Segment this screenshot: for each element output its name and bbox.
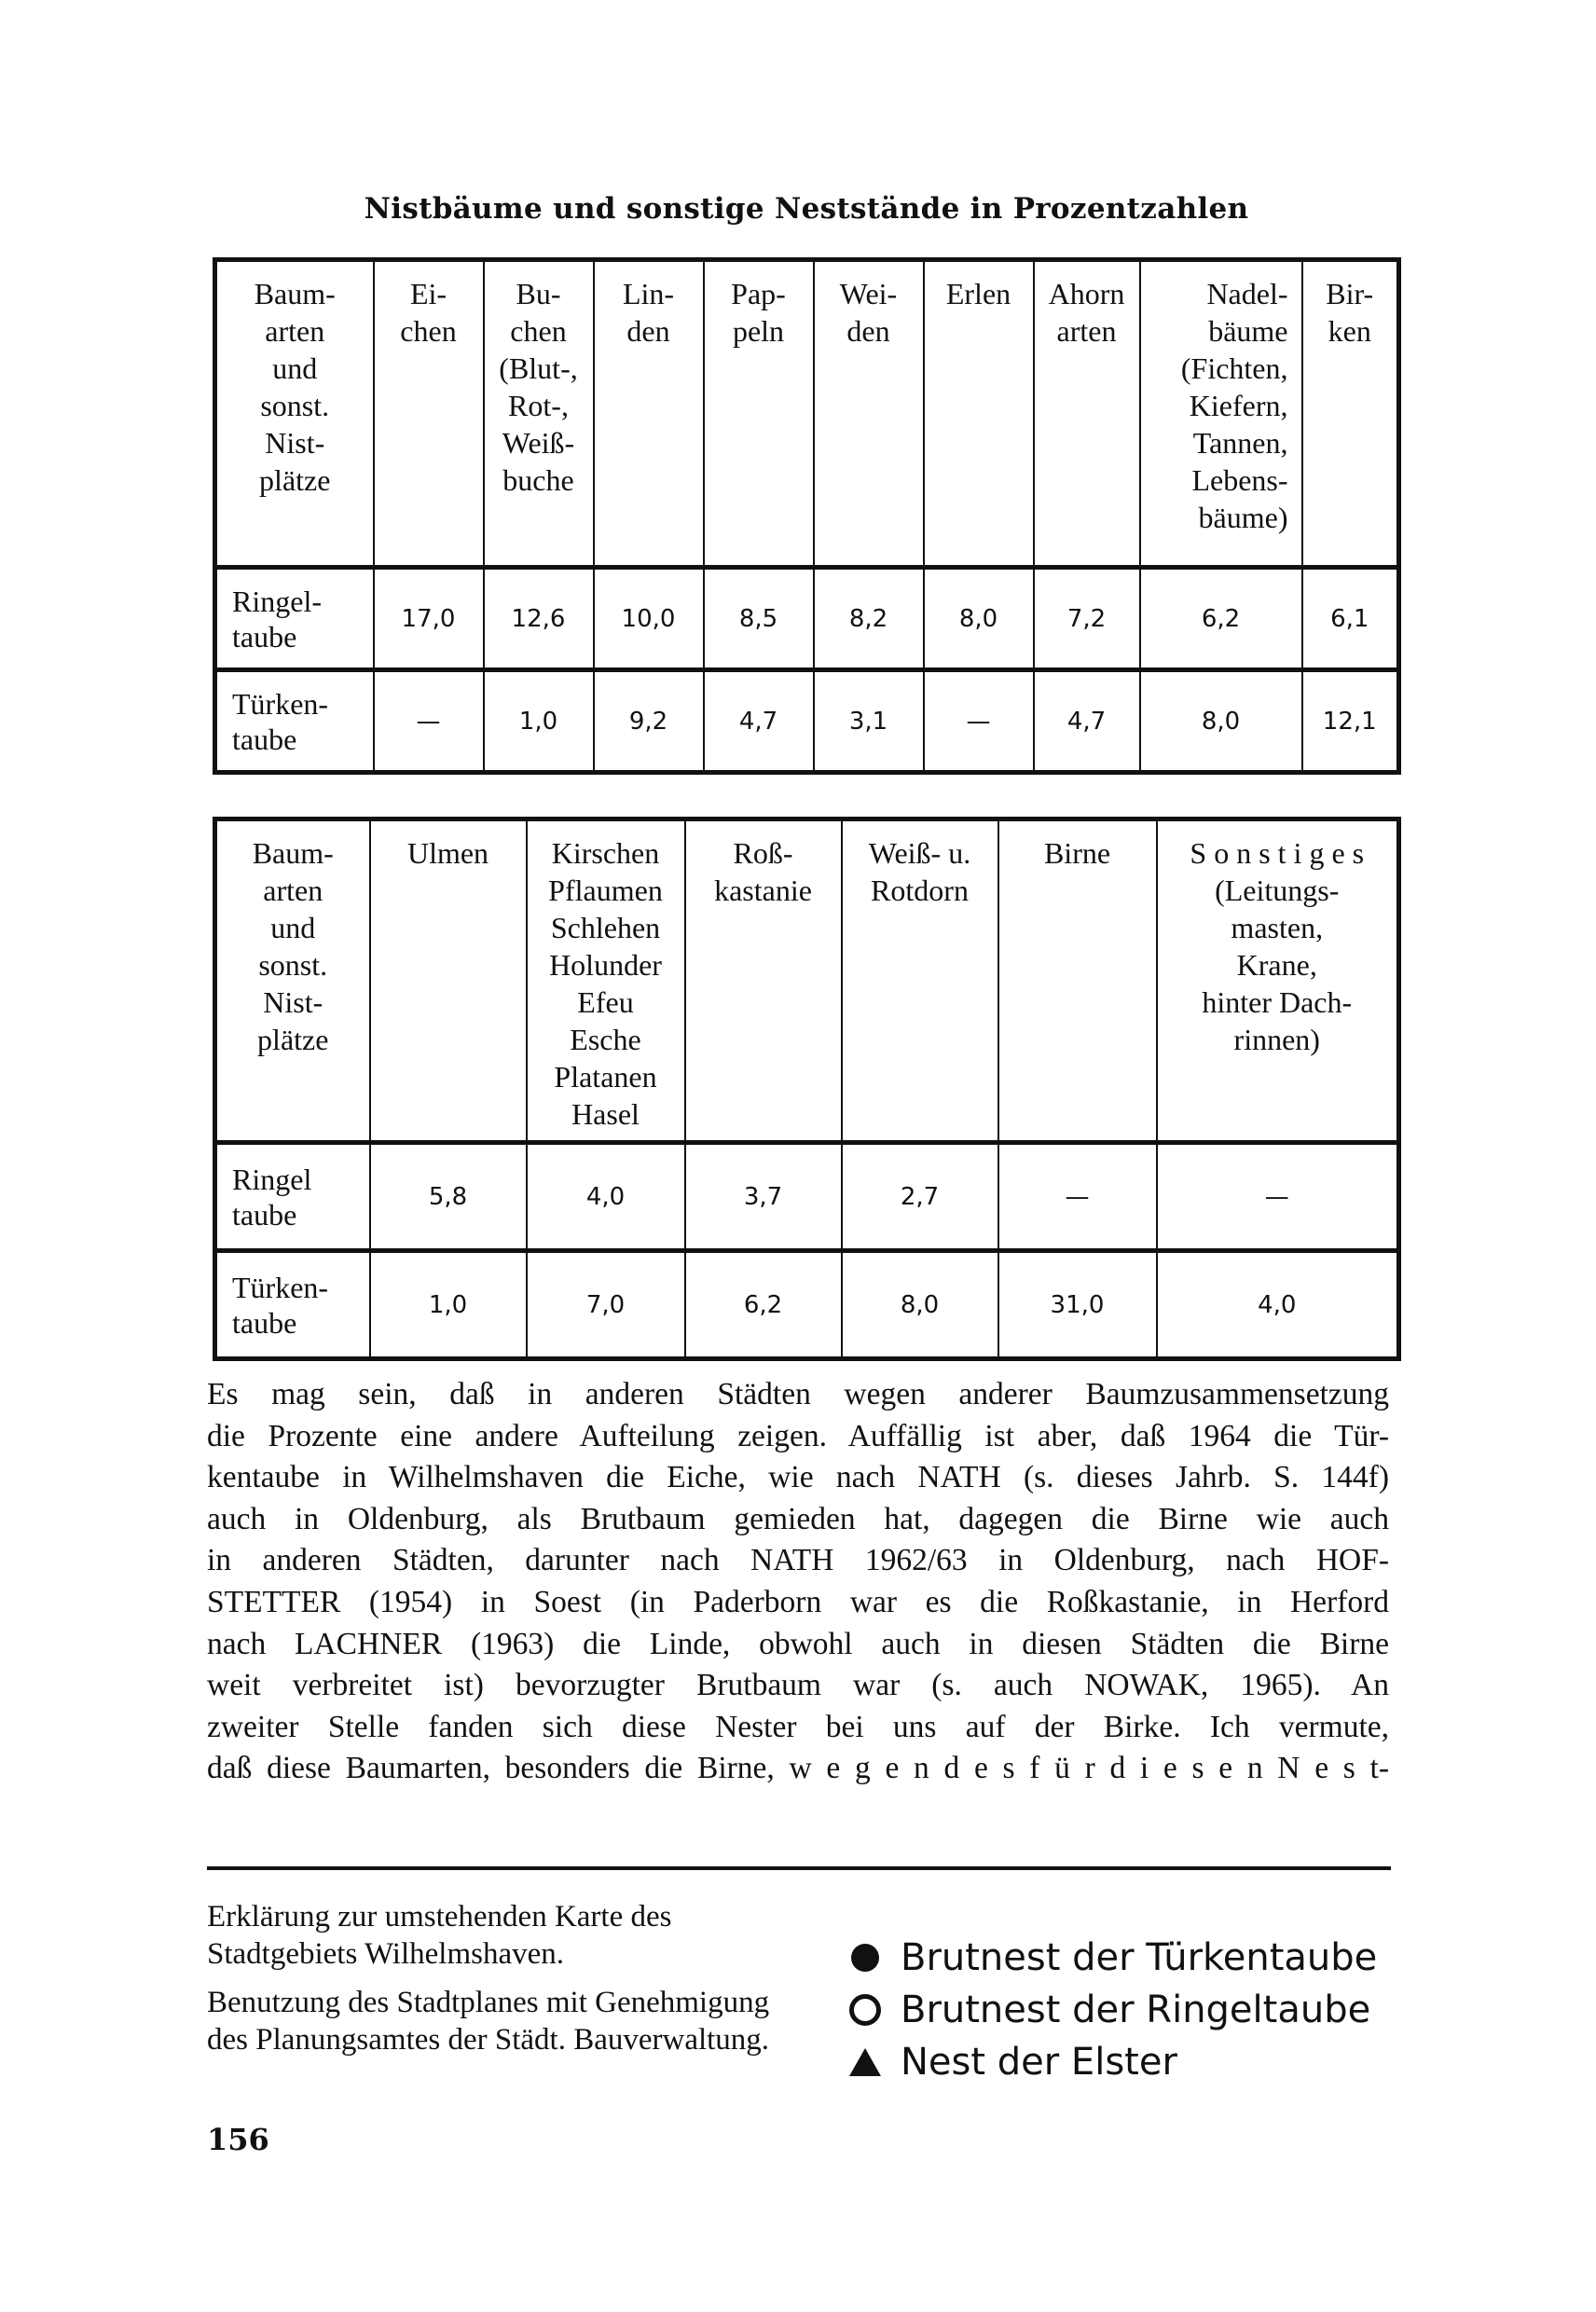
body-line: Es mag sein, daß in anderen Städten wegen anderer Baumzusammensetzung [207,1377,1389,1411]
key-entry [839,1984,1417,2036]
filled-circle-icon-shape [851,1944,879,1972]
nest-tree-table-1 [213,257,1401,775]
table-cell: 1,0 [370,1251,527,1359]
page-number: 156 [207,2122,269,2157]
map-permission-text: Benutzung des Stadtplanes mit Genehmigung des Planungsamtes der Städt. Bauverwaltung. [207,1986,770,2057]
row-label: Türken- taube [215,670,374,773]
table-cell: — [924,670,1034,773]
table-cell: 8,2 [814,568,924,670]
key-label: Brutnest der Ringeltaube [901,1989,1371,2031]
map-symbol-key [839,1932,1417,2088]
key-label: Brutnest der Türkentaube [901,1936,1378,1979]
body-line: auch in Oldenburg, als Brutbaum gemieden hat, dagegen die Birne wie auch [207,1501,1389,1536]
column-header: Ahorn arten [1034,260,1140,568]
table-cell: 3,7 [685,1143,842,1251]
column-header: Roß- kastanie [685,819,842,1143]
table-cell: 4,7 [704,670,814,773]
column-header: Erlen [924,260,1034,568]
table-cell: — [1157,1143,1399,1251]
table-cell: — [374,670,484,773]
open-circle-icon [839,1994,891,2026]
column-header: Bir- ken [1302,260,1399,568]
map-legend-notes [207,1898,804,2070]
table-cell: 8,0 [924,568,1034,670]
table-cell: 7,0 [527,1251,685,1359]
table-row [215,568,1399,670]
table-cell: 4,0 [527,1143,685,1251]
column-header: Ei- chen [374,260,484,568]
table-cell: 8,5 [704,568,814,670]
body-line: kentaube in Wilhelmshaven die Eiche, wie nach NATH (s. dieses Jahrb. S. 144f) [207,1460,1389,1495]
table-row [215,670,1399,773]
table-header-row [215,819,1399,1143]
table-cell: 31,0 [998,1251,1157,1359]
body-line: weit verbreitet ist) bevorzugter Brutbaum war (s. auch NOWAK, 1965). An [207,1668,1389,1703]
table-cell: 9,2 [594,670,704,773]
table-cell: 8,0 [842,1251,998,1359]
table-cell: — [998,1143,1157,1251]
table-cell: 10,0 [594,568,704,670]
body-line: in anderen Städten, darunter nach NATH 1962/63 in Oldenburg, nach HOF- [207,1543,1389,1578]
table-cell: 5,8 [370,1143,527,1251]
table-caption: Nistbäume und sonstige Neststände in Prozentzahlen [364,192,1249,226]
table-cell: 4,7 [1034,670,1140,773]
table-cell: 17,0 [374,568,484,670]
row-label: Ringel taube [215,1143,370,1251]
table-cell: 6,2 [1140,568,1302,670]
key-label: Nest der Elster [901,2041,1177,2084]
triangle-icon-shape [849,2048,881,2076]
open-circle-icon-shape [849,1994,881,2026]
column-header: Nadel- bäume (Fichten, Kiefern, Tannen, Lebens- bäume) [1140,260,1302,568]
table-cell: 3,1 [814,670,924,773]
table-cell: 7,2 [1034,568,1140,670]
filled-circle-icon [839,1944,891,1972]
body-line: die Prozente eine andere Aufteilung zeigen. Auffällig ist aber, daß 1964 die Tür- [207,1418,1389,1453]
column-header: Bu- chen (Blut-, Rot-, Weiß- buche [484,260,594,568]
column-header: Weiß- u. Rotdorn [842,819,998,1143]
table-cell: 6,2 [685,1251,842,1359]
divider-rule [207,1866,1391,1870]
table-cell: 8,0 [1140,670,1302,773]
map-explanation-text: Erklärung zur umstehenden Karte des Stadtgebiets Wilhelmshaven. [207,1900,672,1971]
table-cell: 4,0 [1157,1251,1399,1359]
body-paragraph [207,1374,1389,1790]
table-cell: 6,1 [1302,568,1399,670]
column-header: S o n s t i g e s (Leitungs- masten, Krane, hinter Dach- rinnen) [1157,819,1399,1143]
column-header: Baum- arten und sonst. Nist- plätze [215,819,370,1143]
body-line: nach LACHNER (1963) die Linde, obwohl auch in diesen Städten die Birne [207,1626,1389,1661]
table-row [215,1143,1399,1251]
key-entry [839,2036,1417,2088]
column-header: Wei- den [814,260,924,568]
table-header-row [215,260,1399,568]
table-cell: 12,1 [1302,670,1399,773]
row-label: Ringel- taube [215,568,374,670]
column-header: Lin- den [594,260,704,568]
table-cell: 2,7 [842,1143,998,1251]
column-header: Kirschen Pflaumen Schlehen Holunder Efeu Esche Platanen Hasel [527,819,685,1143]
table-cell: 12,6 [484,568,594,670]
column-header: Ulmen [370,819,527,1143]
column-header: Birne [998,819,1157,1143]
table-cell: 1,0 [484,670,594,773]
row-label: Türken- taube [215,1251,370,1359]
body-line: STETTER (1954) in Soest (in Paderborn war es die Roßkastanie, in Herford [207,1584,1389,1619]
body-line: zweiter Stelle fanden sich diese Nester bei uns auf der Birke. Ich vermute, [207,1709,1389,1744]
table-row [215,1251,1399,1359]
key-entry [839,1932,1417,1984]
triangle-icon [839,2048,891,2076]
body-line: daß diese Baumarten, besonders die Birne, w e g e n d e s f ü r d i e s e n N e s t- [207,1751,1389,1786]
column-header: Baum- arten und sonst. Nist- plätze [215,260,374,568]
column-header: Pap- peln [704,260,814,568]
nest-tree-table-2 [213,817,1401,1361]
